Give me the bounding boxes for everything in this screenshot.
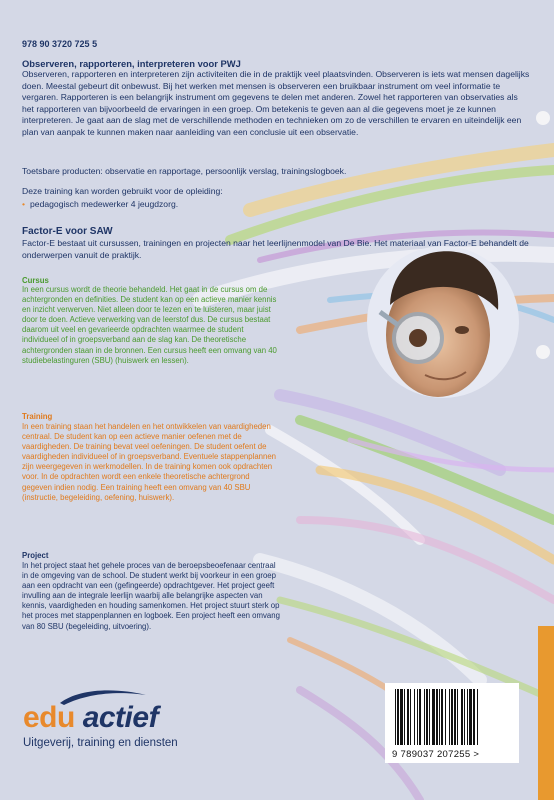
edu-actief-logo bbox=[23, 701, 158, 735]
orange-edge-tab bbox=[538, 626, 554, 800]
barcode-bar bbox=[464, 689, 465, 745]
barcode-bar bbox=[436, 689, 438, 745]
barcode-bar bbox=[400, 689, 403, 745]
barcode-bar bbox=[426, 689, 428, 745]
training-text: In een training staan het handelen en het ontwikkelen van vaardigheden centraal. De student kan op een actieve manier oefenen met de vaardigheden. De training bevat veel oefeningen. De student oefent de vaardigheden individueel of in groepsverband. Eventuele stappenplannen zijn weergegeven in werkmodellen. In de training komen ook opdrachten voor. In de opdrachten wordt een enkele theoretische achtergrond gegeven indien nodig. Een training heeft een omvang van 40 SBU (instructie, begeleiding, oefening, huiswerk). bbox=[22, 422, 277, 502]
factor-paragraph: Factor-E bestaat uit cursussen, trainingen en projecten naar het leerlijnenmodel van De Bie. Het materiaal van Factor-E behandelt de onderwerpen vanuit de praktijk. bbox=[22, 238, 529, 260]
bullet-text: pedagogisch medewerker 4 jeugdzorg. bbox=[30, 199, 179, 209]
barcode-bar bbox=[445, 689, 446, 745]
barcode-bar bbox=[467, 689, 468, 745]
course-intro-line: Deze training kan worden gebruikt voor de opleiding: bbox=[22, 186, 223, 196]
logo-edu-text: edu bbox=[23, 701, 75, 734]
logo-actief-text: actief bbox=[82, 701, 159, 734]
barcode-bar bbox=[429, 689, 430, 745]
barcode-bar bbox=[432, 689, 435, 745]
isbn: 978 90 3720 725 5 bbox=[22, 39, 98, 49]
barcode-bar bbox=[419, 689, 421, 745]
barcode-bar bbox=[417, 689, 418, 745]
barcode-bar bbox=[473, 689, 475, 745]
intro-paragraph: Observeren, rapporteren en interpreteren zijn activiteiten die in de praktijk veel plaatsvinden. Observeren is iets wat mensen dagelijks doen. Meestal gebeurt dit onbewust. Bij het werken met mensen is observeren een bruikbaar instrument om veel informatie te vergaren. Rapporteren is een belangrijk instrument om gegevens te delen met anderen. Zowel het rapporteren van observaties als het rapporteren van bijvoorbeeld de ervaringen in een groep. Om betekenis te geven aan al die gegevens moet je ze kunnen interpreteren. Je gaat aan de slag met de verschillende methoden en technieken om zo de verschillen te ervaren en uiteindelijk een plan van aanpak te kunnen maken naar aanleiding van een conclusie uit een observatie. bbox=[22, 69, 530, 137]
barcode-bar bbox=[414, 689, 415, 745]
barcode-bars-icon bbox=[385, 683, 519, 749]
barcode-bar bbox=[439, 689, 440, 745]
barcode-bar bbox=[397, 689, 399, 745]
barcode-bar bbox=[454, 689, 456, 745]
education-bullet bbox=[22, 199, 178, 211]
training-heading: Training bbox=[22, 412, 53, 421]
factor-heading: Factor-E voor SAW bbox=[22, 226, 113, 237]
products-line: Toetsbare producten: observatie en rapportage, persoonlijk verslag, trainingslogboek. bbox=[22, 166, 347, 176]
barcode-bar bbox=[424, 689, 425, 745]
barcode-bar bbox=[395, 689, 396, 745]
barcode-bar bbox=[451, 689, 453, 745]
barcode-bar bbox=[441, 689, 443, 745]
logo-tagline: Uitgeverij, training en diensten bbox=[23, 737, 178, 749]
barcode-bar bbox=[457, 689, 458, 745]
page-title: Observeren, rapporteren, interpreteren voor PWJ bbox=[22, 58, 241, 69]
cursus-heading: Cursus bbox=[22, 276, 49, 285]
project-text: In het project staat het gehele proces van de beroepsbeoefenaar centraal in de omgeving van de school. De student werkt bij voorkeur in een groep aan een opdracht van een (gefingeerde) opdrachtgever. Het project geeft invulling aan de integrale leerlijn waarbij alle belangrijke aspecten van kennis, vaardigheden en houding samenkomen. Het project stuurt sterk op het proces met stappenplannen en logboek. Een project heeft een omvang van 80 SBU (begeleiding, uitvoering). bbox=[22, 561, 280, 631]
photo-child-magnifier bbox=[367, 246, 519, 398]
barcode-bar bbox=[407, 689, 409, 745]
barcode-number: 9 789037 207255 > bbox=[392, 749, 480, 760]
barcode-bar bbox=[461, 689, 463, 745]
barcode-bar bbox=[449, 689, 450, 745]
barcode-bar bbox=[477, 689, 478, 745]
project-heading: Project bbox=[22, 551, 49, 560]
barcode-bar bbox=[410, 689, 411, 745]
barcode-bar bbox=[404, 689, 405, 745]
barcode-bar bbox=[469, 689, 472, 745]
cursus-text: In een cursus wordt de theorie behandeld. Het gaat in de cursus om de achtergronden en definities. De student kan op een actieve manier kennis en inzicht verwerven. Niet alleen door te lezen en te luisteren, maar juist door te doen. Actieve verwerking van de leerstof dus. De cursus bestaat daarom uit veel en gevarieerde opdrachten waarmee de student individueel of in groepsverband aan de slag kan. De theoretische achtergronden staan in de bronnen. Een cursus heeft een omvang van 40 studiebelastinguren (SBU) (huiswerk en lessen). bbox=[22, 285, 277, 365]
